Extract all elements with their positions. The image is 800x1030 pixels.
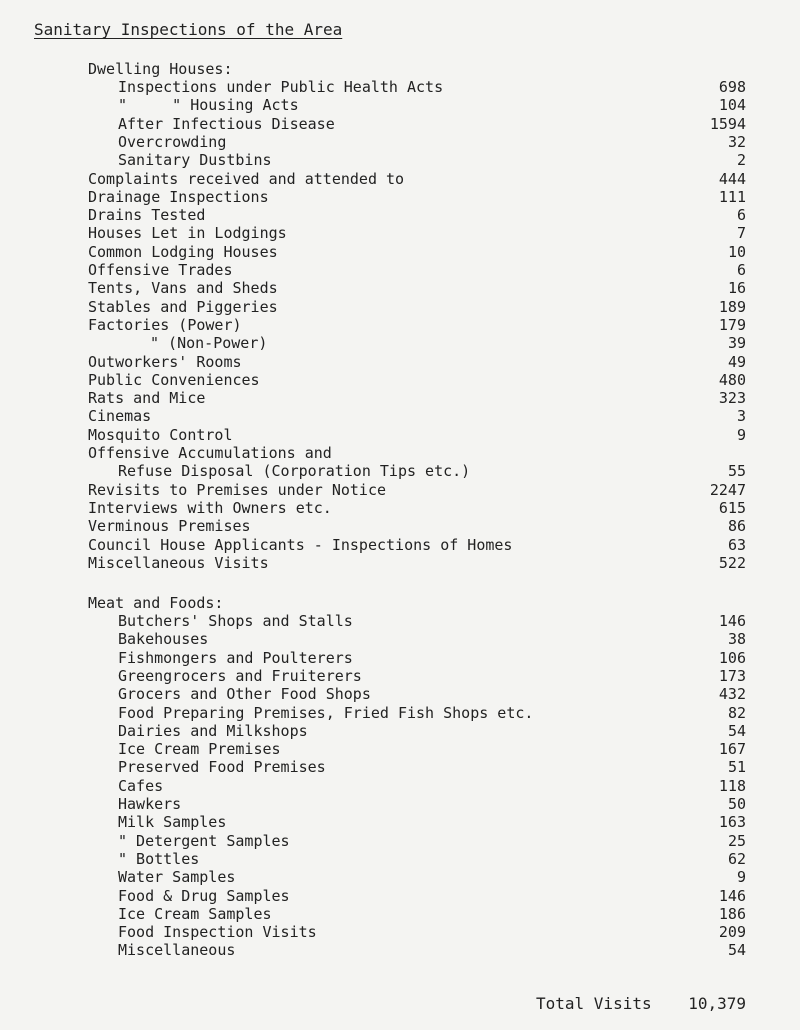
- row-value: 480: [718, 370, 746, 389]
- table-row: [0, 206, 800, 224]
- row-label: Ice Cream Premises: [118, 740, 281, 759]
- row-value: 9: [736, 425, 746, 444]
- row-label: Preserved Food Premises: [118, 758, 326, 777]
- row-label: Miscellaneous: [118, 941, 236, 960]
- row-value: 209: [718, 923, 746, 942]
- row-label: Offensive Trades: [88, 261, 233, 279]
- row-value: 179: [718, 315, 746, 334]
- row-label: " Bottles: [118, 849, 200, 868]
- row-label: Food Inspection Visits: [118, 923, 317, 942]
- row-value: 2: [736, 151, 746, 170]
- table-row: [0, 667, 800, 685]
- table-row: [0, 941, 800, 959]
- table-row: [0, 777, 800, 795]
- table-row: [0, 554, 800, 572]
- row-label: Common Lodging Houses: [88, 242, 278, 261]
- table-row: [0, 499, 800, 517]
- row-label: Dairies and Milkshops: [118, 721, 308, 740]
- row-label: Tents, Vans and Sheds: [88, 279, 278, 298]
- row-label: Butchers' Shops and Stalls: [118, 612, 353, 630]
- row-value: 6: [736, 261, 746, 279]
- table-row: [0, 832, 800, 850]
- table-row: [0, 170, 800, 188]
- table-row: [0, 188, 800, 206]
- row-label: Cinemas: [88, 407, 152, 426]
- row-label: Public Conveniences: [88, 370, 260, 389]
- row-value: 39: [727, 334, 746, 353]
- table-row: [0, 795, 800, 813]
- row-value: 444: [718, 169, 746, 188]
- row-label: Drainage Inspections: [88, 187, 269, 206]
- table-row: [0, 151, 800, 169]
- dwelling-heading: Dwelling Houses:: [88, 60, 233, 78]
- row-value: 50: [727, 795, 746, 813]
- row-label: After Infectious Disease: [118, 114, 335, 133]
- row-value: 82: [727, 703, 746, 722]
- page-title: Sanitary Inspections of the Area: [34, 20, 343, 39]
- row-value: 106: [718, 648, 746, 667]
- table-row: [0, 353, 800, 371]
- table-row: [0, 133, 800, 151]
- row-label: Overcrowding: [118, 132, 227, 151]
- row-value: 32: [727, 132, 746, 151]
- table-row: [0, 334, 800, 352]
- meat-heading: Meat and Foods:: [88, 594, 224, 612]
- row-value: 63: [727, 535, 746, 554]
- table-row: [0, 243, 800, 261]
- row-label: Food & Drug Samples: [118, 886, 290, 905]
- table-row: [0, 850, 800, 868]
- table-row: [0, 612, 800, 630]
- row-label: Revisits to Premises under Notice: [88, 480, 387, 499]
- row-label: Refuse Disposal (Corporation Tips etc.): [118, 462, 471, 481]
- table-row: [0, 115, 800, 133]
- row-label: Greengrocers and Fruiterers: [118, 666, 362, 685]
- table-row: [0, 316, 800, 334]
- row-value: 16: [727, 279, 746, 298]
- row-value: 54: [727, 721, 746, 740]
- row-label: Ice Cream Samples: [118, 904, 272, 923]
- row-label: " (Non-Power): [150, 334, 268, 353]
- row-label: Inspections under Public Health Acts: [118, 78, 444, 96]
- row-value: 432: [718, 685, 746, 704]
- row-label: Bakehouses: [118, 630, 209, 649]
- table-row: [0, 630, 800, 648]
- table-row: [0, 536, 800, 554]
- row-value: 104: [718, 96, 746, 115]
- table-row: [0, 279, 800, 297]
- table-row: [0, 740, 800, 758]
- table-row: [0, 649, 800, 667]
- row-label: Water Samples: [118, 868, 236, 887]
- row-value: 25: [727, 831, 746, 850]
- row-label: Rats and Mice: [88, 389, 206, 408]
- row-value: 146: [718, 612, 746, 630]
- row-value: 167: [718, 740, 746, 759]
- row-value: 186: [718, 904, 746, 923]
- table-row: [0, 444, 800, 462]
- row-value: 111: [718, 187, 746, 206]
- row-value: 6: [736, 206, 746, 225]
- row-value: 189: [718, 297, 746, 316]
- row-label: Hawkers: [118, 795, 182, 813]
- row-label: Council House Applicants - Inspections of Homes: [88, 535, 513, 554]
- row-label: Grocers and Other Food Shops: [118, 685, 371, 704]
- row-value: 146: [718, 886, 746, 905]
- table-row: [0, 298, 800, 316]
- row-label: Fishmongers and Poulterers: [118, 648, 353, 667]
- table-row: [0, 407, 800, 425]
- total-visits-label: Total Visits: [536, 994, 652, 1013]
- row-label: Houses Let in Lodgings: [88, 224, 287, 243]
- table-row: [0, 868, 800, 886]
- row-label: " Detergent Samples: [118, 831, 290, 850]
- row-value: 51: [727, 758, 746, 777]
- row-label: Offensive Accumulations and: [88, 444, 332, 462]
- table-row: [0, 887, 800, 905]
- row-value: 698: [718, 78, 746, 96]
- row-value: 9: [736, 868, 746, 887]
- row-label: Milk Samples: [118, 813, 227, 832]
- row-label: Complaints received and attended to: [88, 169, 405, 188]
- table-row: [0, 923, 800, 941]
- row-value: 49: [727, 352, 746, 371]
- row-value: 323: [718, 389, 746, 408]
- row-value: 86: [727, 517, 746, 536]
- row-label: Factories (Power): [88, 315, 242, 334]
- row-value: 62: [727, 849, 746, 868]
- table-row: [0, 704, 800, 722]
- table-row: [0, 722, 800, 740]
- row-value: 615: [718, 498, 746, 517]
- row-value: 3: [736, 407, 746, 426]
- table-row: [0, 517, 800, 535]
- row-value: 118: [718, 776, 746, 795]
- table-row: [0, 78, 800, 96]
- table-row: [0, 389, 800, 407]
- table-row: [0, 462, 800, 480]
- row-value: 173: [718, 666, 746, 685]
- row-value: 1594: [709, 114, 746, 133]
- table-row: [0, 758, 800, 776]
- row-label: Miscellaneous Visits: [88, 553, 269, 572]
- row-label: Drains Tested: [88, 206, 206, 225]
- row-label: Sanitary Dustbins: [118, 151, 272, 170]
- row-label: Interviews with Owners etc.: [88, 498, 332, 517]
- row-value: 163: [718, 813, 746, 832]
- row-value: 38: [727, 630, 746, 649]
- row-label: Outworkers' Rooms: [88, 352, 242, 371]
- table-row: [0, 813, 800, 831]
- table-row: [0, 905, 800, 923]
- table-row: [0, 261, 800, 279]
- row-label: Cafes: [118, 776, 164, 795]
- row-value: 2247: [709, 480, 746, 499]
- table-row: [0, 371, 800, 389]
- row-value: 55: [727, 462, 746, 481]
- row-label: Verminous Premises: [88, 517, 251, 536]
- table-row: [0, 426, 800, 444]
- row-value: 54: [727, 941, 746, 960]
- table-row: [0, 96, 800, 114]
- row-label: " " Housing Acts: [118, 96, 299, 115]
- total-visits-value: 10,379: [688, 994, 746, 1013]
- row-value: 7: [736, 224, 746, 243]
- row-label: Food Preparing Premises, Fried Fish Shops etc.: [118, 703, 534, 722]
- table-row: [0, 481, 800, 499]
- table-row: [0, 685, 800, 703]
- row-label: Mosquito Control: [88, 425, 233, 444]
- row-value: 10: [727, 242, 746, 261]
- table-row: [0, 224, 800, 242]
- row-label: Stables and Piggeries: [88, 297, 278, 316]
- row-value: 522: [718, 553, 746, 572]
